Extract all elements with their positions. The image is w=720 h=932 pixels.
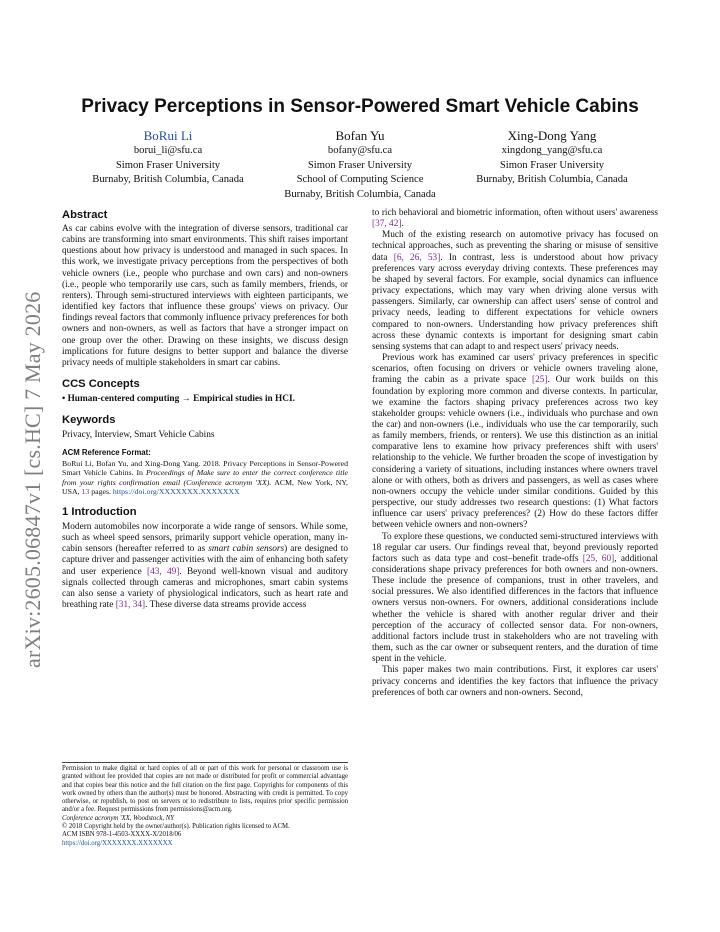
author-name: Xing-Dong Yang [507, 128, 597, 143]
body-text: . [401, 219, 404, 230]
author-name: Bofan Yu [335, 128, 385, 143]
author-location: Burnaby, British Columbia, Canada [284, 188, 436, 200]
acm-reference-pages-word: pages. [89, 487, 113, 497]
body-paragraph: This paper makes two main contributions. First, it explores car users' privacy concerns and identifies the key factors that influence the privacy preferences of both car owners and non-owners. Second, [372, 665, 658, 698]
acm-reference-doi-link[interactable]: https://doi.org/XXXXXXX.XXXXXXX [112, 487, 240, 497]
permission-footnote [62, 762, 348, 848]
keywords-text: Privacy, Interview, Smart Vehicle Cabins [62, 430, 215, 441]
author-affiliation: Simon Fraser University [307, 159, 413, 171]
author-email: bofany@sfu.ca [327, 145, 393, 156]
author-department: School of Computing Science [296, 174, 424, 185]
author-location: Burnaby, British Columbia, Canada [476, 174, 628, 185]
acm-reference-text [62, 459, 348, 497]
footnote-doi-link[interactable]: https://doi.org/XXXXXXX.XXXXXXX [62, 839, 173, 847]
acm-reference-heading: ACM Reference Format: [62, 448, 151, 458]
acm-reference-venue: Proceedings of Make sure to enter the correct conference title from your rights confirmation email (Conference acronym 'XX). [62, 468, 348, 487]
introduction-heading: 1 Introduction [62, 505, 137, 518]
citation-link[interactable]: [25] [532, 375, 548, 386]
citation-link[interactable]: [6, 26, 53] [393, 252, 441, 263]
left-column [62, 208, 348, 611]
acm-reference-publisher: ACM, New York, NY, USA, [62, 477, 348, 497]
body-text: To explore these questions, we conducted semi-structured interviews with 18 regular car users. Our findings reveal that, beyond previously reported factors such as data type and cost–benefit trade-offs [372, 531, 658, 564]
intro-text: . These diverse data streams provide access [145, 599, 307, 610]
citation-link[interactable]: [37, 42] [372, 219, 402, 230]
author-block-2 [258, 127, 462, 202]
intro-term: smart cabin sensors [208, 544, 285, 555]
body-text: . In contrast, less is understood about how privacy preferences vary across everyday driving contexts. These preferences may be shaped by several factors. For example, social dynamics can influence privacy expectations, which may vary when driving alone versus with passengers. Similarly, car ownership can affect users' sense of control and privacy needs, leading to different expectations for vehicle owners compared to non-owners. Understanding how privacy preferences shift across these dynamic contexts is important for designing smart cabin sensing systems that can adapt to and respect users' privacy needs. [372, 252, 659, 352]
ccs-text: • Human-centered computing → Empirical studies in HCI. [62, 394, 295, 405]
arxiv-identifier: arXiv:2605.06847v1 [cs.HC] 7 May 2026 [20, 291, 45, 668]
keywords-heading: Keywords [62, 414, 116, 427]
citation-link[interactable]: [31, 34] [115, 599, 146, 610]
intro-text: ) are designed to capture driver and passenger activities with the aim of enhancing both safety and user experience [62, 544, 348, 577]
body-text: , additional considerations shape privacy preferences for both owners and non-owners. These include the presence of companions, trust in other travelers, and social pressures. We also identified differences in the factors that influence owners versus non-owners. For owners, additional considerations include whether the vehicle is shared with another regular driver and their perception of the accuracy of collected sensor data. For non-owners, additional factors include trust in stakeholders who are not traveling with them, such as the car owner or subsequent renters, and the duration of time spent in the vehicle. [372, 553, 659, 665]
body-paragraph [372, 532, 658, 666]
intro-text: Modern automobiles now incorporate a wide range of sensors. While some, such as wheel speed sensors, primarily support vehicle operation, many in-cabin sensors (hereafter referred to as [62, 521, 348, 555]
paper-title: Privacy Perceptions in Sensor-Powered Smart Vehicle Cabins [81, 96, 639, 117]
permission-text: Permission to make digital or hard copies of all or part of this work for personal or classroom use is granted without fee provided that copies are not made or distributed for profit or commercial advantage and that copies bear this notice and the full citation on the first page. Copyrights for components of this work owned by others than the author(s) must be honored. Abstracting with credit is permitted. To copy otherwise, or republish, to post on servers or to redistribute to lists, requires prior specific permission and/or a fee. Request permissions from permissions@acm.org. [62, 765, 348, 814]
introduction-paragraph [62, 522, 348, 611]
author-affiliation: Simon Fraser University [499, 159, 605, 171]
author-location: Burnaby, British Columbia, Canada [92, 174, 244, 185]
conference-line: Conference acronym 'XX, Woodstock, NY [62, 814, 175, 822]
ccs-heading: CCS Concepts [62, 378, 140, 391]
author-affiliation: Simon Fraser University [115, 159, 221, 171]
body-paragraph [372, 208, 658, 230]
body-text: Previous work has examined car users' privacy preferences in specific scenarios, often focusing on drivers or vehicle owners traveling alone, framing the cabin as a private space [372, 353, 658, 386]
intro-text: . Beyond well-known visual and auditory signals collected through cameras and microphones, smart cabin systems can also sense a variety of physiological indicators, such as heart rate and breathing rate [62, 566, 348, 610]
author-block-3 [452, 127, 652, 188]
author-block-1 [70, 127, 266, 188]
abstract-text: As car cabins evolve with the integration of diverse sensors, traditional car cabins are transforming into smart environments. This shift raises important questions about how privacy is understood and managed in such spaces. In this work, we investigate privacy perceptions from the perspectives of both vehicle owners (i.e., people who purchase and own cars) and non-owners (i.e., people who temporarily use cars, such as family members, friends, or renters). Through semi-structured interviews with eighteen participants, we identified key factors that influence these groups' views on privacy. Our findings reveal factors that commonly influence privacy preferences for both owners and non-owners, as well as factors that have a stronger impact on one group over the other. Drawing on these insights, we discuss design implications for future designs to better support and balance the diverse privacy needs of multiple stakeholders in smart car cabins. [62, 224, 348, 368]
citation-link[interactable]: [43, 49] [146, 566, 180, 577]
author-email: borui_li@sfu.ca [133, 145, 203, 156]
body-text: Much of the existing research on automotive privacy has focused on technical approaches, such as preventing the sharing or misuse of sensitive data [372, 230, 658, 263]
author-email: xingdong_yang@sfu.ca [501, 145, 603, 156]
body-text: to rich behavioral and biometric information, often without users' awareness [372, 208, 658, 218]
isbn-line: ACM ISBN 978-1-4503-XXXX-X/2018/06 [62, 831, 182, 839]
copyright-line: © 2018 Copyright held by the owner/author(s). Publication rights licensed to ACM. [62, 823, 290, 831]
body-paragraph [372, 230, 658, 353]
author-name[interactable]: BoRui Li [143, 128, 193, 143]
right-column [372, 208, 658, 699]
acm-reference-pages-link[interactable]: 13 [81, 487, 90, 497]
citation-link[interactable]: [25, 60] [582, 553, 615, 564]
abstract-heading: Abstract [62, 209, 108, 221]
body-paragraph [372, 353, 658, 532]
acm-reference-authors: BoRui Li, Bofan Yu, and Xing-Dong Yang. 2018. Privacy Perceptions in Sensor-Powered Smart Vehicle Cabins. In [62, 458, 348, 478]
body-text: . Our work builds on this foundation by exploring more common and diverse contexts. In particular, we examine the factors shaping privacy preferences across two key stakeholder groups: vehicle owners (i.e., individuals who purchase and own the car) and non-owners (i.e., individuals who use the car temporarily, such as family members, friends, or renters). We use this distinction as an initial comparative lens to examine how privacy preferences shift with users' relationship to the vehicle. We further broaden the scope of investigation by considering a variety of situations, including instances where owners travel alone or with others, both as drivers and passengers, as well as cases where non-owners occupy the vehicle under similar conditions. Guided by this perspective, our study addresses two research questions: (1) What factors influence car users' privacy preferences? (2) How do these factors differ between vehicle owners and non-owners? [372, 375, 658, 531]
